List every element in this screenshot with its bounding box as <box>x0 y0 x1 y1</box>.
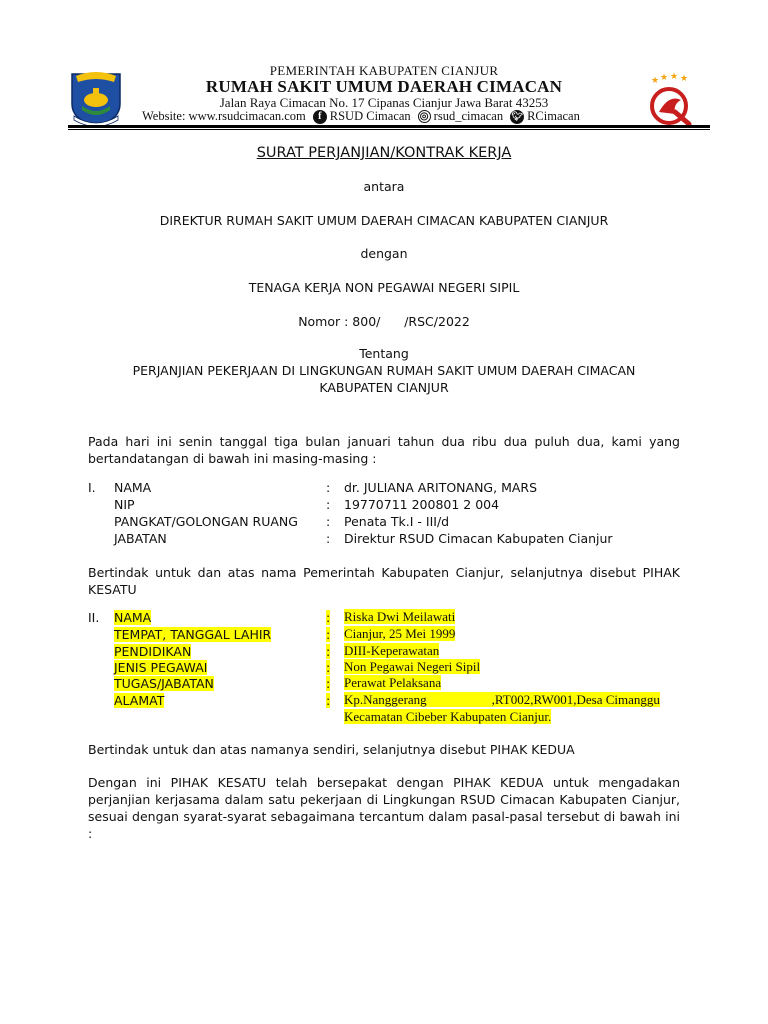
party-one-label: NAMA <box>114 480 152 495</box>
colon: : <box>326 497 331 512</box>
colon: : <box>326 644 331 659</box>
tentang-text: Tentang <box>359 346 409 361</box>
instagram-icon: ◎ <box>418 110 431 123</box>
header-divider-thin <box>68 129 710 130</box>
facebook-handle[interactable]: RSUD Cimacan <box>329 109 411 123</box>
svg-text:★: ★ <box>660 73 669 83</box>
party-two-value: Riska Dwi Meilawati <box>344 609 456 624</box>
party-one-value: Penata Tk.I - III/d <box>344 514 450 529</box>
svg-text:★: ★ <box>670 72 679 82</box>
party-one-value: dr. JULIANA ARITONANG, MARS <box>344 480 538 495</box>
party-two-value: Perawat Pelaksana <box>344 675 442 690</box>
party-one-value: 19770711 200801 2 004 <box>344 497 500 512</box>
government-name: PEMERINTAH KABUPATEN CIANJUR <box>269 63 499 78</box>
colon: : <box>326 676 331 691</box>
colon: : <box>326 660 331 675</box>
party-two-value: Cianjur, 25 Mei 1999 <box>344 626 456 641</box>
contact-line <box>142 109 580 124</box>
closing-paragraph: Dengan ini PIHAK KESATU telah bersepakat dengan PIHAK KEDUA untuk mengadakan perjanjian kerjasama dalam satu pekerjaan di Lingkungan RSUD Cimacan Kabupaten Cianjur, sesuai dengan syarat-syarat sebagaimana tercantum dalam pasal-pasal tersebut di bawah ini : <box>88 775 680 841</box>
party-two-value: Non Pegawai Negeri Sipil <box>344 659 481 674</box>
colon: : <box>326 627 331 642</box>
header-divider-thick <box>68 125 710 128</box>
first-party-title: DIREKTUR RUMAH SAKIT UMUM DAERAH CIMACAN KABUPATEN CIANJUR <box>159 213 609 228</box>
website-link[interactable]: Website: www.rsudcimacan.com <box>142 109 306 123</box>
colon: : <box>326 514 331 529</box>
party-one-label: JABATAN <box>114 531 167 546</box>
party-two-label: TUGAS/JABATAN <box>114 676 214 691</box>
party-two-label: NAMA <box>114 610 152 625</box>
colon: : <box>326 610 331 625</box>
svg-text:★: ★ <box>651 76 660 86</box>
party-two-address-line-2: Kecamatan Cibeber Kabupaten Cianjur. <box>344 709 552 724</box>
colon: : <box>326 480 331 495</box>
party-two-label: JENIS PEGAWAI <box>114 660 208 675</box>
party-two-label: ALAMAT <box>114 693 165 708</box>
subject-line-2: KABUPATEN CIANJUR <box>319 380 449 395</box>
document-title: SURAT PERJANJIAN/KONTRAK KERJA <box>256 145 512 161</box>
subject-line-1: PERJANJIAN PEKERJAAN DI LINGKUNGAN RUMAH SAKIT UMUM DAERAH CIMACAN <box>132 363 636 378</box>
party-two-numeral: II. <box>88 610 100 625</box>
instagram-handle[interactable]: rsud_cimacan <box>433 109 504 123</box>
dengan-text: dengan <box>360 246 408 261</box>
antara-text: antara <box>363 179 405 194</box>
party-one-note: Bertindak untuk dan atas nama Pemerintah Kabupaten Cianjur, selanjutnya disebut PIHAK KESATU <box>88 565 680 597</box>
facebook-icon: f <box>313 110 327 124</box>
party-two-label: TEMPAT, TANGGAL LAHIR <box>114 627 272 642</box>
party-one-label: NIP <box>114 497 135 512</box>
twitter-icon: 🐦︎ <box>510 110 524 124</box>
party-one-value: Direktur RSUD Cimacan Kabupaten Cianjur <box>344 531 613 546</box>
party-two-address: Kp.Nanggerang ,RT002,RW001,Desa Cimanggu <box>344 692 660 707</box>
party-one-label: PANGKAT/GOLONGAN RUANG <box>114 514 298 529</box>
party-two-label: PENDIDIKAN <box>114 644 192 659</box>
hospital-name: RUMAH SAKIT UMUM DAERAH CIMACAN <box>205 77 563 96</box>
document-number: Nomor : 800/ /RSC/2022 <box>298 314 470 329</box>
hospital-address: Jalan Raya Cimacan No. 17 Cipanas Cianjur Jawa Barat 43253 <box>219 95 549 110</box>
colon: : <box>326 693 331 708</box>
intro-paragraph: Pada hari ini senin tanggal tiga bulan januari tahun dua ribu dua puluh dua, kami yang bertandatangan di bawah ini masing-masing : <box>88 434 680 466</box>
second-party-title: TENAGA KERJA NON PEGAWAI NEGERI SIPIL <box>248 280 520 295</box>
twitter-handle[interactable]: RCimacan <box>527 109 580 123</box>
party-two-value: DIII-Keperawatan <box>344 643 440 658</box>
party-one-numeral: I. <box>88 480 96 495</box>
colon: : <box>326 531 331 546</box>
svg-text:★: ★ <box>680 74 689 84</box>
party-two-note: Bertindak untuk dan atas namanya sendiri, selanjutnya disebut PIHAK KEDUA <box>88 742 575 757</box>
